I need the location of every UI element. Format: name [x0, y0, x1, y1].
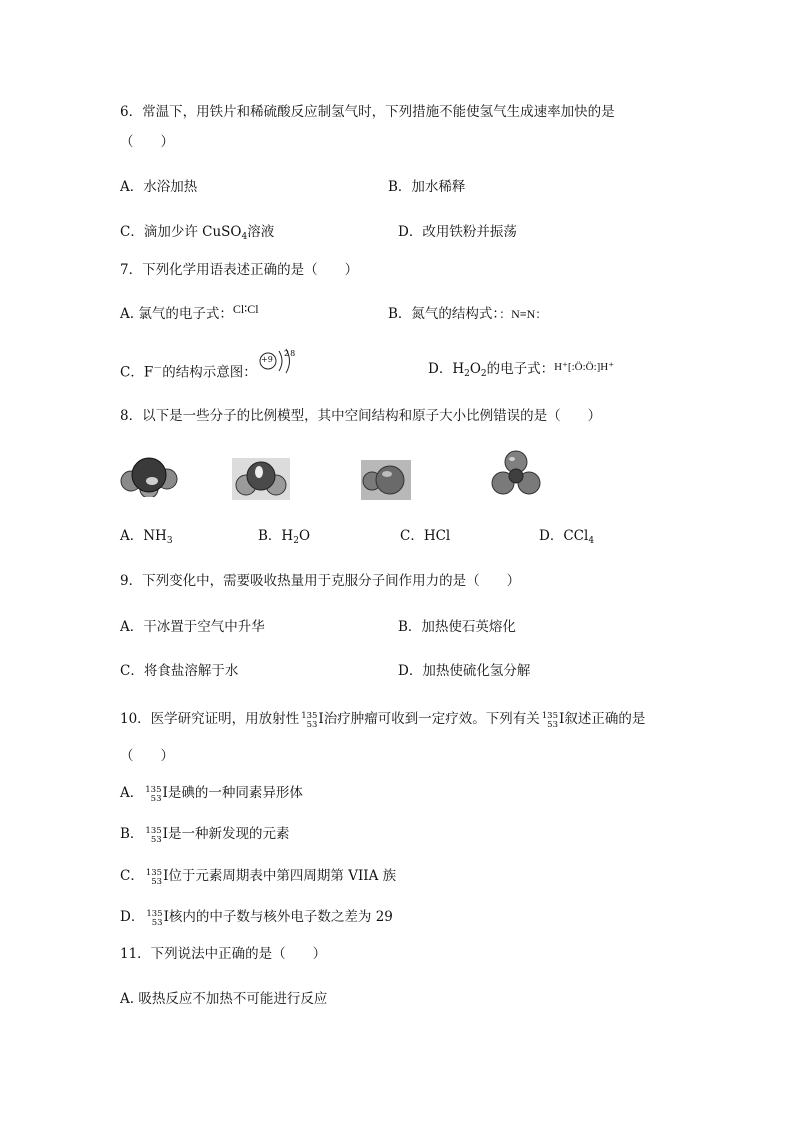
chlorine-electron-formula: Cl∶Cl	[232, 302, 259, 316]
q6-stem-line1: 6．常温下，用铁片和稀硫酸反应制氢气时，下列措施不能使氢气生成速率加快的是	[120, 104, 615, 120]
isotope-notation: 135 53	[541, 711, 558, 730]
q8-option-b: B．$H_2O$	[258, 528, 311, 546]
q10-option-d: D． 135 53 I核内的中子数与核外电子数之差为 29	[120, 909, 393, 928]
q7-option-a: A. 氯气的电子式：Cl∶Cl	[120, 302, 259, 322]
q6-option-b: B．加水稀释	[388, 179, 466, 195]
nitrogen-structural-formula: ：N≡N：	[499, 307, 548, 321]
q9-option-c: C．将食盐溶解于水	[120, 663, 239, 679]
h2o-model-image	[232, 458, 290, 500]
q7-option-c: C．F－的结构示意图：	[120, 364, 257, 381]
q9-stem: 9．下列变化中，需要吸收热量用于克服分子间作用力的是（ ）	[120, 573, 521, 589]
fluoride-shell-electrons: 28	[284, 349, 297, 358]
fluoride-structure-diagram	[258, 347, 298, 375]
q8-option-d: D．CCl$_4$	[539, 528, 595, 546]
q10-option-b: B． 135 53 I是一种新发现的元素	[120, 826, 290, 845]
q10-stem: 10．医学研究证明，用放射性 135 53 I治疗肿瘤可收到一定疗效。下列有关 135 53 I叙述正确的是	[120, 711, 646, 730]
nh3-model-image	[120, 455, 178, 497]
q9-option-a: A．干冰置于空气中升华	[120, 619, 265, 635]
hcl-model-image	[361, 460, 411, 500]
q7-stem: 7．下列化学用语表述正确的是（ ）	[120, 262, 359, 278]
q6-option-c: C．滴加少许 CuSO$_4$溶液	[120, 224, 275, 242]
q10-option-a: A． 135 53 I是碘的一种同素异形体	[120, 785, 303, 804]
q7-option-d: D．$H_2O_2$的电子式：$^{H^+[:Ö:Ö:]H^+}$	[428, 361, 615, 379]
q10-option-c: C． 135 53 I位于元素周期表中第四周期第 VIIA 族	[120, 868, 397, 887]
q6-option-d: D．改用铁粉并振荡	[398, 224, 517, 240]
isotope-notation: 135 53	[301, 711, 318, 730]
q11-option-a: A. 吸热反应不加热不可能进行反应	[120, 991, 328, 1007]
q6-stem-line2: （ ）	[120, 134, 174, 150]
fluoride-nucleus-label: +9	[261, 355, 273, 364]
q7-option-b: B．氮气的结构式：：N≡N：	[388, 306, 548, 322]
ccl4-model-image	[490, 450, 542, 498]
q9-option-d: D．加热使硫化氢分解	[398, 663, 531, 679]
q8-option-c: C．HCl	[400, 528, 451, 544]
q9-option-b: B．加热使石英熔化	[398, 619, 516, 635]
q8-option-a: A．$NH_3$	[120, 528, 173, 546]
h2o2-electron-formula: H⁺[:Ö:Ö:]H⁺	[554, 361, 615, 373]
q6-option-a: A．水浴加热	[120, 179, 198, 195]
q10-stem-line2: （ ）	[120, 748, 174, 764]
q8-stem: 8．以下是一些分子的比例模型，其中空间结构和原子大小比例错误的是（ ）	[120, 408, 602, 424]
q11-stem: 11．下列说法中正确的是（ ）	[120, 946, 327, 962]
